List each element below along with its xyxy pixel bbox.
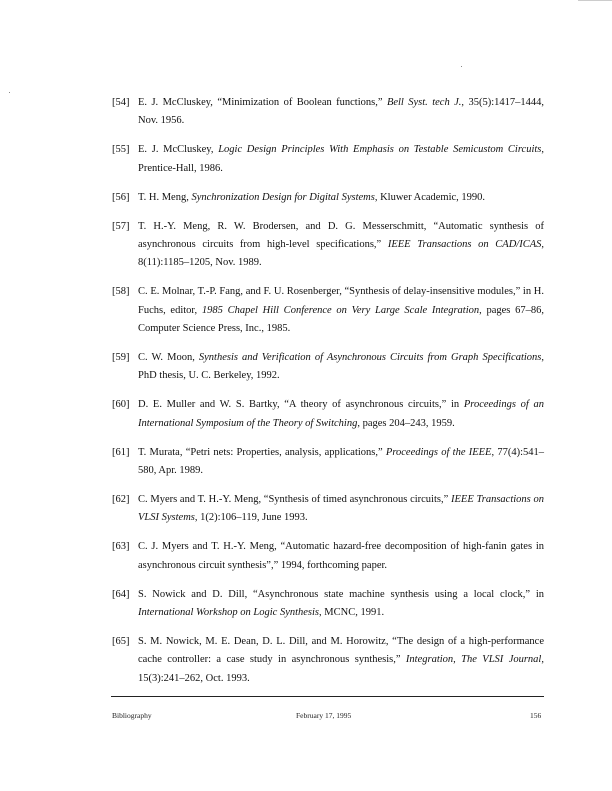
reference-title: IEEE Transactions on CAD/ICAS — [387, 238, 542, 250]
reference-segment: E. J. McCluskey, “Minimization of Boolean functions,” — [138, 97, 387, 108]
page-number: 156 — [530, 711, 542, 720]
reference-segment: S. M. Nowick, M. E. Dean, D. L. Dill, and M. Horowitz, “The design of a high-performance cache controller: a case study in asynchronous synthesis,” — [138, 635, 544, 666]
reference-segment: C. W. Moon, — [138, 351, 199, 363]
bibliography-entry — [112, 586, 544, 623]
bibliography-entry — [112, 538, 544, 575]
reference-segment: , 8(11):1185–1205, Nov. 1989. — [138, 238, 544, 269]
bibliography-list — [112, 94, 544, 699]
reference-text — [138, 586, 544, 623]
footer-date: February 17, 1995 — [296, 711, 352, 720]
reference-number: [56] — [112, 191, 130, 203]
reference-title: Integration, The VLSI Journal — [405, 654, 542, 666]
bibliography-entry — [112, 141, 544, 178]
reference-text — [138, 94, 544, 131]
reference-text — [138, 141, 544, 178]
reference-segment: , MCNC, 1991. — [319, 606, 385, 618]
reference-segment: D. E. Muller and W. S. Bartky, “A theory of asynchronous circuits,” in — [138, 399, 464, 411]
reference-segment: , pages 67–86, Computer Science Press, Inc., 1985. — [138, 304, 544, 335]
reference-number: [65] — [112, 635, 130, 647]
reference-text — [138, 283, 544, 338]
reference-title: International Workshop on Logic Synthesis — [138, 606, 320, 618]
reference-segment: , PhD thesis, U. C. Berkeley, 1992. — [138, 351, 544, 382]
reference-number: [55] — [112, 144, 130, 156]
reference-segment: , 15(3):241–262, Oct. 1993. — [138, 654, 544, 684]
reference-text — [138, 396, 544, 433]
bibliography-entry — [112, 283, 544, 338]
bibliography-entry — [112, 189, 544, 207]
reference-segment: C. J. Myers and T. H.-Y. Meng, “Automatic hazard-free decomposition of high-fanin gates in asynchronous circuit synthesis”,” 1994, forthcoming paper. — [138, 541, 544, 571]
reference-segment: , pages 204–243, 1959. — [357, 417, 455, 429]
reference-text — [138, 491, 544, 528]
reference-segment: T. H. Meng, — [138, 191, 192, 203]
reference-number: [60] — [112, 399, 130, 411]
reference-segment: , 1(2):106–119, June 1993. — [194, 512, 308, 524]
reference-segment: C. E. Molnar, T.-P. Fang, and F. U. Rosenberger, “Synthesis of delay-insensitive modules,” in H. Fuchs, editor, — [138, 286, 544, 316]
reference-number: [58] — [112, 286, 130, 298]
reference-text — [138, 218, 544, 273]
scan-speck — [461, 66, 462, 67]
reference-segment: C. Myers and T. H.-Y. Meng, “Synthesis of timed asynchronous circuits,” — [138, 493, 452, 505]
reference-text — [138, 538, 544, 575]
reference-title: Synthesis and Verification of Asynchronous Circuits from Graph Specifications — [198, 351, 542, 363]
reference-number: [62] — [112, 493, 130, 505]
reference-segment: , Kluwer Academic, 1990. — [374, 191, 486, 203]
reference-number: [64] — [112, 588, 130, 600]
scan-speck — [9, 92, 10, 93]
reference-segment: , 77(4):541–580, Apr. 1989. — [138, 446, 544, 476]
bibliography-entry — [112, 444, 544, 481]
reference-segment: S. Nowick and D. Dill, “Asynchronous state machine synthesis using a local clock,” in — [138, 588, 544, 600]
reference-title: Logic Design Principles With Emphasis on Testable Semicustom Circuits — [218, 144, 542, 156]
reference-segment: T. Murata, “Petri nets: Properties, analysis, applications,” — [138, 446, 386, 458]
bibliography-entry — [112, 94, 544, 131]
reference-title: Bell Syst. tech J. — [386, 97, 462, 108]
footer-rule — [111, 696, 544, 697]
scan-edge-line — [578, 0, 612, 1]
reference-number: [61] — [112, 446, 130, 458]
reference-segment: , 35(5):1417–1444, Nov. 1956. — [138, 97, 544, 127]
reference-title: Proceedings of the IEEE — [385, 446, 492, 458]
bibliography-entry — [112, 491, 544, 528]
reference-number: [63] — [112, 541, 130, 553]
reference-number: [57] — [112, 220, 130, 232]
bibliography-entry — [112, 633, 544, 688]
reference-title: 1985 Chapel Hill Conference on Very Large Scale Integration — [201, 304, 480, 316]
reference-number: [59] — [112, 351, 130, 363]
reference-number: [54] — [112, 97, 130, 108]
reference-text — [138, 444, 544, 481]
reference-segment: T. H.-Y. Meng, R. W. Brodersen, and D. G. Messerschmitt, “Automatic synthesis of asynchronous circuits from high-level specifications,” — [138, 220, 544, 250]
bibliography-entry — [112, 349, 544, 386]
reference-title: Proceedings of an International Symposium of the Theory of Switching — [138, 399, 544, 429]
reference-text — [138, 633, 544, 688]
reference-segment: E. J. McCluskey, — [138, 144, 219, 156]
reference-text — [138, 349, 544, 386]
bibliography-entry — [112, 396, 544, 433]
footer-section-title: Bibliography — [112, 711, 152, 720]
reference-title: IEEE Transactions on VLSI Systems — [138, 493, 544, 524]
reference-text — [138, 189, 544, 207]
bibliography-entry — [112, 218, 544, 273]
reference-segment: , Prentice-Hall, 1986. — [138, 144, 544, 174]
reference-title: Synchronization Design for Digital Systems — [191, 191, 375, 203]
